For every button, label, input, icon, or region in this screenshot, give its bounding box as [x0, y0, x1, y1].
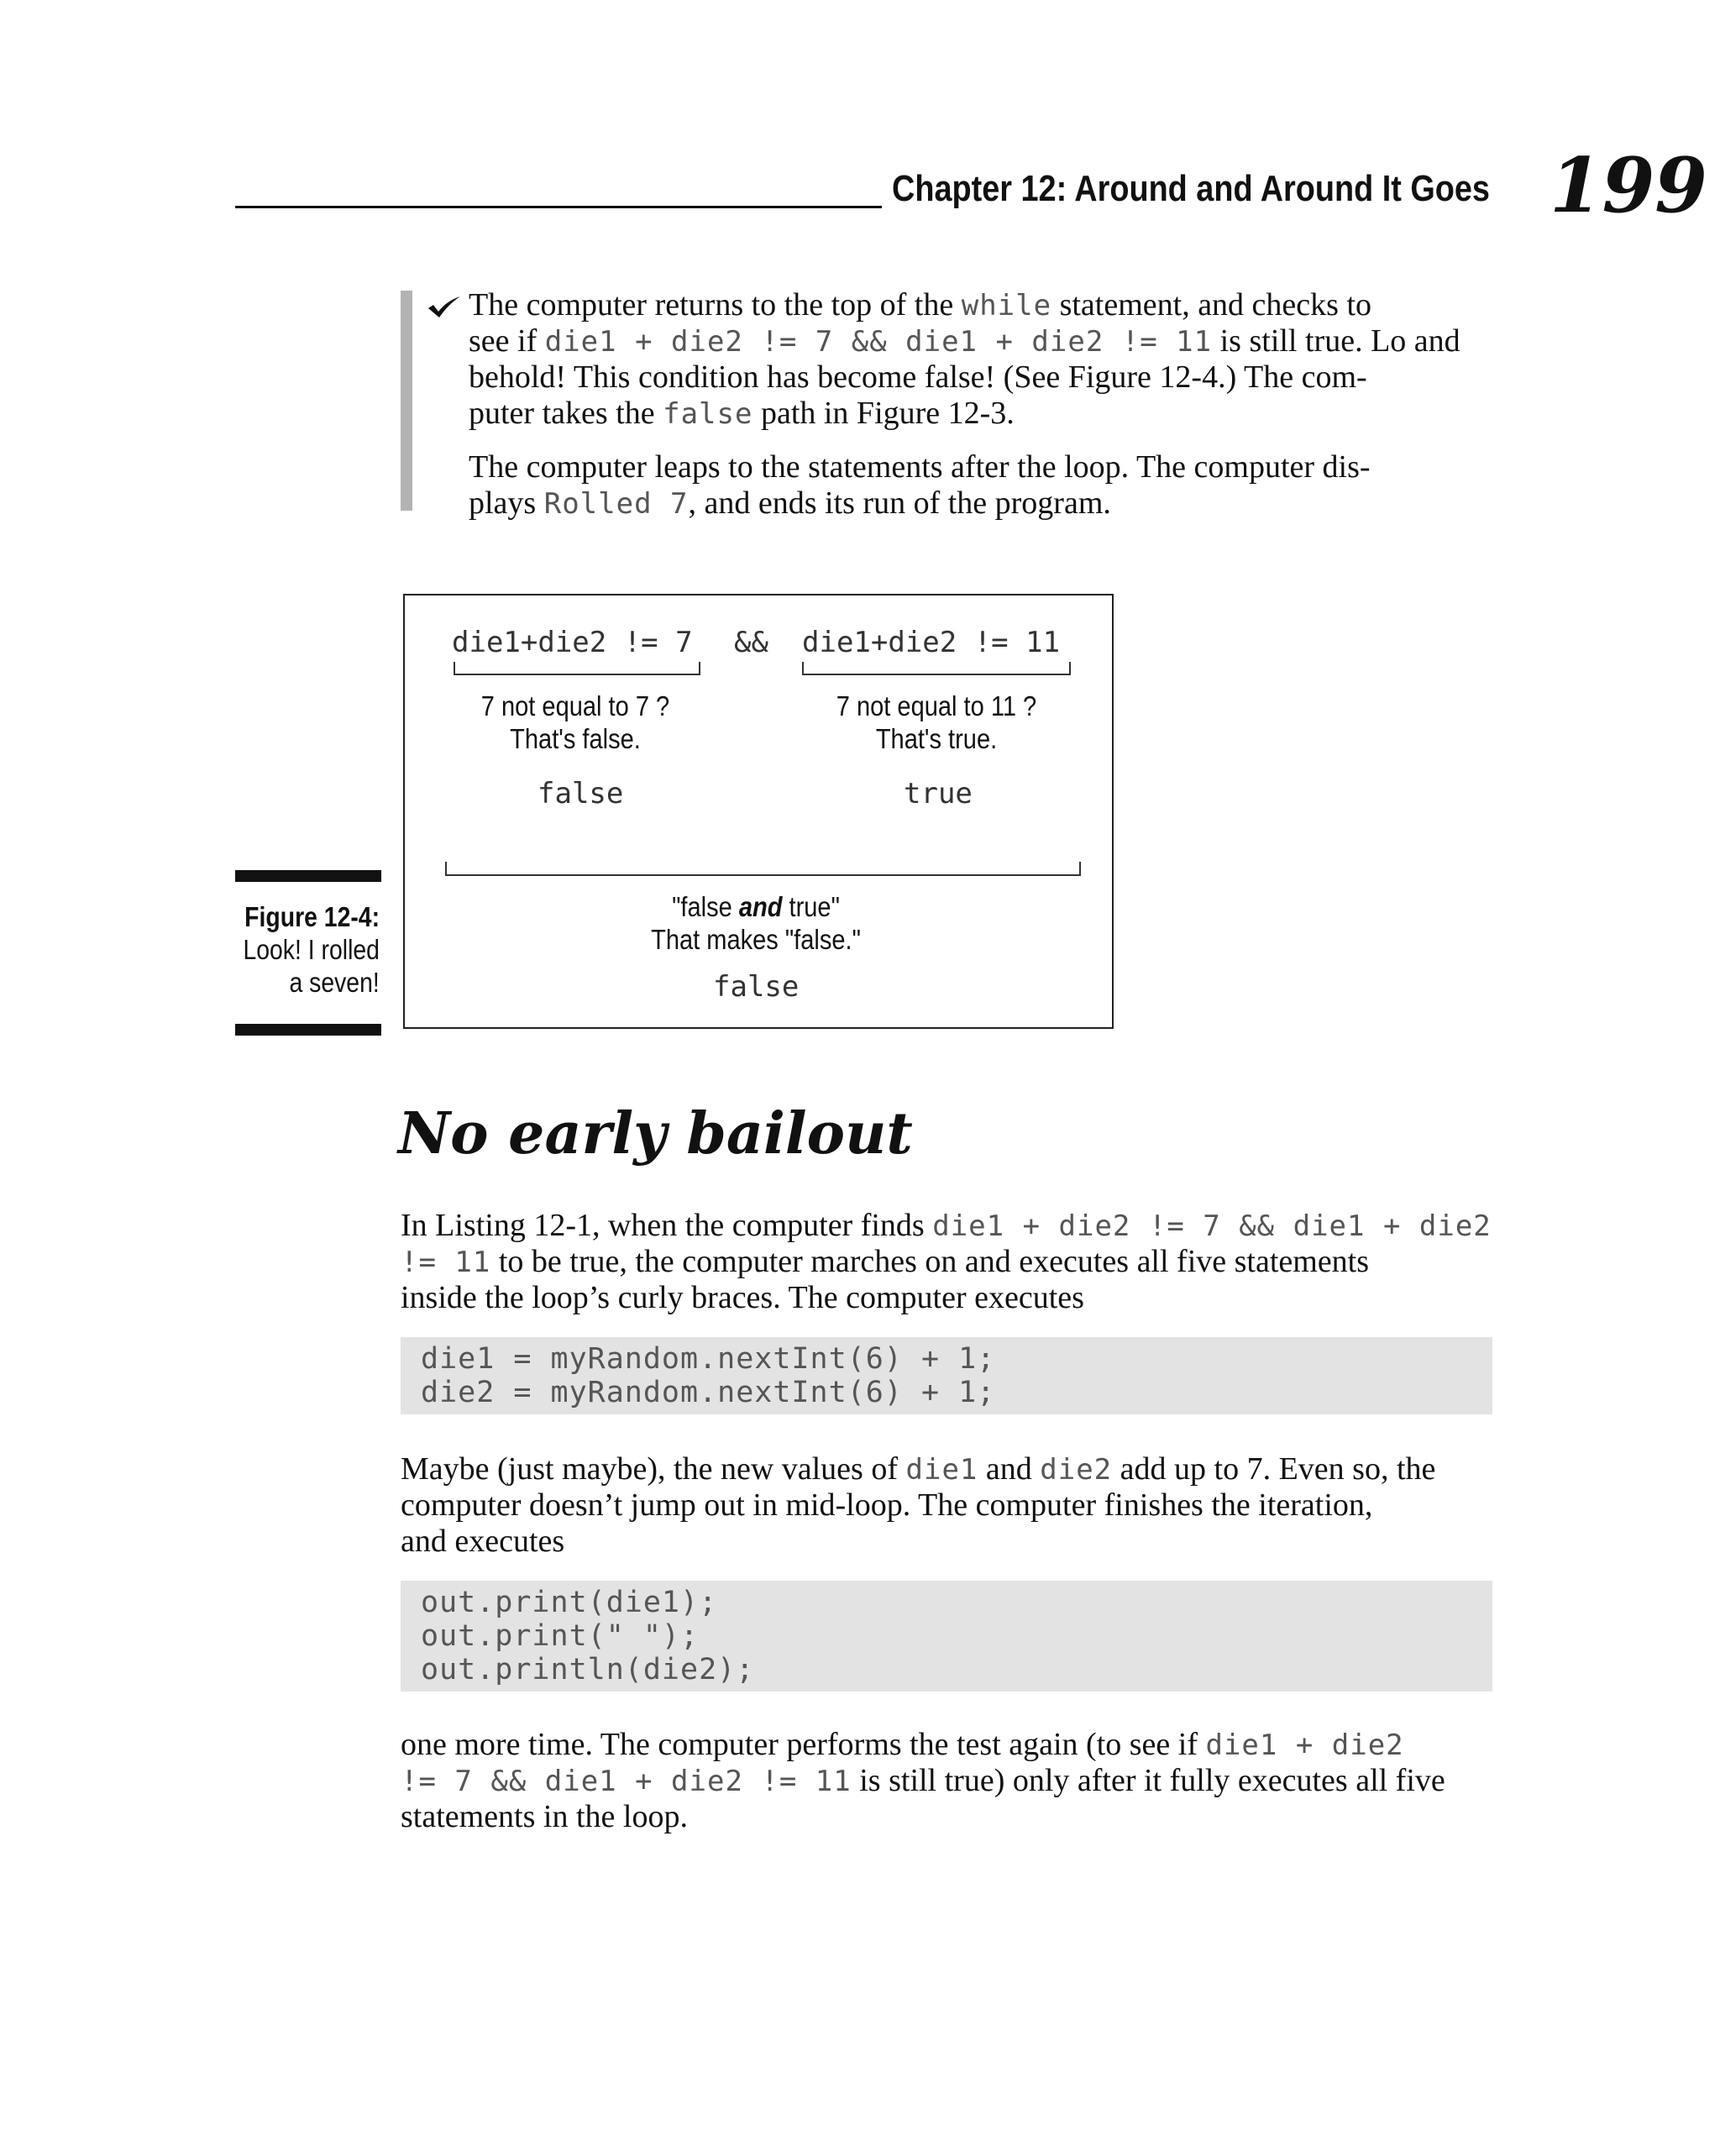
text-span: puter takes the [469, 396, 663, 431]
bottom-bracket [445, 862, 1081, 876]
inline-code: die1 [905, 1453, 978, 1487]
figure-caption-label: Figure 12-4: [244, 901, 380, 932]
text-span: and [978, 1451, 1041, 1487]
para1-line-3: inside the loop’s curly braces. The computer executes [401, 1280, 1084, 1315]
inline-code: die1 + die2 [1205, 1728, 1404, 1762]
code-line: die2 = myRandom.nextInt(6) + 1; [421, 1376, 996, 1409]
text-span: , and ends its run of the program. [688, 485, 1111, 521]
bullet-line-3: behold! This condition has become false! (See Figure 12-4.) The com- [469, 359, 1367, 395]
bullet-line-5: The computer leaps to the statements after the loop. The computer dis- [469, 449, 1371, 485]
text-span: is still true) only after it fully executes all five [851, 1763, 1445, 1798]
para3-line-1 [401, 1727, 1404, 1764]
caption-bottom-bar [235, 1024, 381, 1036]
inline-code: while [961, 289, 1052, 323]
bullet-line-6 [469, 485, 1111, 522]
para3-line-3: statements in the loop. [401, 1799, 688, 1834]
right-answer: That's true. [875, 723, 998, 754]
bullet-line-1 [469, 287, 1371, 324]
code-line: out.println(die2); [421, 1653, 755, 1687]
inline-code: != 7 && die1 + die2 != 11 [401, 1765, 852, 1798]
bottom-conclusion: That makes "false." [651, 924, 861, 955]
figure-caption-line-2: a seven! [289, 967, 380, 998]
bold-and: and [738, 891, 783, 922]
inline-code: die1 + die2 != 7 && die1 + die2 != 11 [544, 325, 1213, 359]
bottom-statement [608, 891, 904, 923]
inline-code: Rolled 7 [543, 487, 689, 521]
section-title: No early bailout [398, 1100, 913, 1167]
text-span: see if [469, 323, 545, 359]
para2-line-2: computer doesn’t jump out in mid-loop. The computer finishes the iteration, [401, 1487, 1373, 1523]
left-bracket [454, 662, 700, 675]
para2-line-3: and executes [401, 1524, 565, 1559]
code-block-2 [401, 1581, 1492, 1692]
code-block-1 [401, 1337, 1492, 1414]
right-value: true [904, 777, 973, 810]
chapter-title: Chapter 12: Around and Around It Goes [892, 168, 1490, 209]
text-span: "false [672, 891, 739, 922]
text-span: Maybe (just maybe), the new values of [401, 1451, 906, 1487]
header-rule [235, 206, 882, 208]
text-span: path in Figure 12-3. [752, 396, 1015, 431]
inline-code: != 11 [401, 1246, 491, 1279]
inline-code: false [663, 397, 753, 431]
text-span: statement, and checks to [1051, 287, 1372, 323]
text-span: The computer returns to the top of the [469, 287, 962, 323]
para3-line-2 [401, 1763, 1445, 1800]
figure-expr-right: die1+die2 != 11 [802, 626, 1061, 659]
inline-code: die1 + die2 != 7 && die1 + die2 [932, 1209, 1492, 1243]
bottom-value: false [713, 970, 800, 1004]
inline-code: die2 [1040, 1453, 1113, 1487]
text-span: add up to 7. Even so, the [1112, 1451, 1436, 1487]
checkmark-icon [427, 294, 462, 319]
right-bracket [802, 662, 1071, 675]
caption-top-bar [235, 870, 381, 882]
page-number: 199 [1550, 141, 1707, 230]
code-line: out.print(" "); [421, 1619, 700, 1653]
figure-expr-operator: && [734, 626, 768, 659]
text-span: true" [782, 891, 840, 922]
code-line: out.print(die1); [421, 1586, 718, 1619]
code-line: die1 = myRandom.nextInt(6) + 1; [421, 1342, 996, 1376]
left-question: 7 not equal to 7 ? [480, 690, 670, 721]
bullet-line-4 [469, 396, 1015, 433]
text-span: one more time. The computer performs the test again (to see if [401, 1727, 1206, 1762]
left-answer: That's false. [510, 723, 641, 754]
left-value: false [538, 777, 624, 810]
para1-line-1 [401, 1208, 1492, 1245]
sidebar-gray-bar [401, 291, 412, 511]
right-question: 7 not equal to 11 ? [836, 690, 1037, 721]
text-span: In Listing 12-1, when the computer finds [401, 1208, 933, 1243]
figure-caption-line-1: Look! I rolled [243, 934, 380, 965]
text-span: to be true, the computer marches on and executes all five statements [490, 1244, 1370, 1279]
figure-expr-left: die1+die2 != 7 [452, 626, 693, 659]
text-span: is still true. Lo and [1212, 323, 1460, 359]
text-span: plays [469, 485, 544, 521]
para1-line-2 [401, 1244, 1369, 1281]
para2-line-1 [401, 1451, 1435, 1488]
bullet-line-2 [469, 323, 1460, 360]
